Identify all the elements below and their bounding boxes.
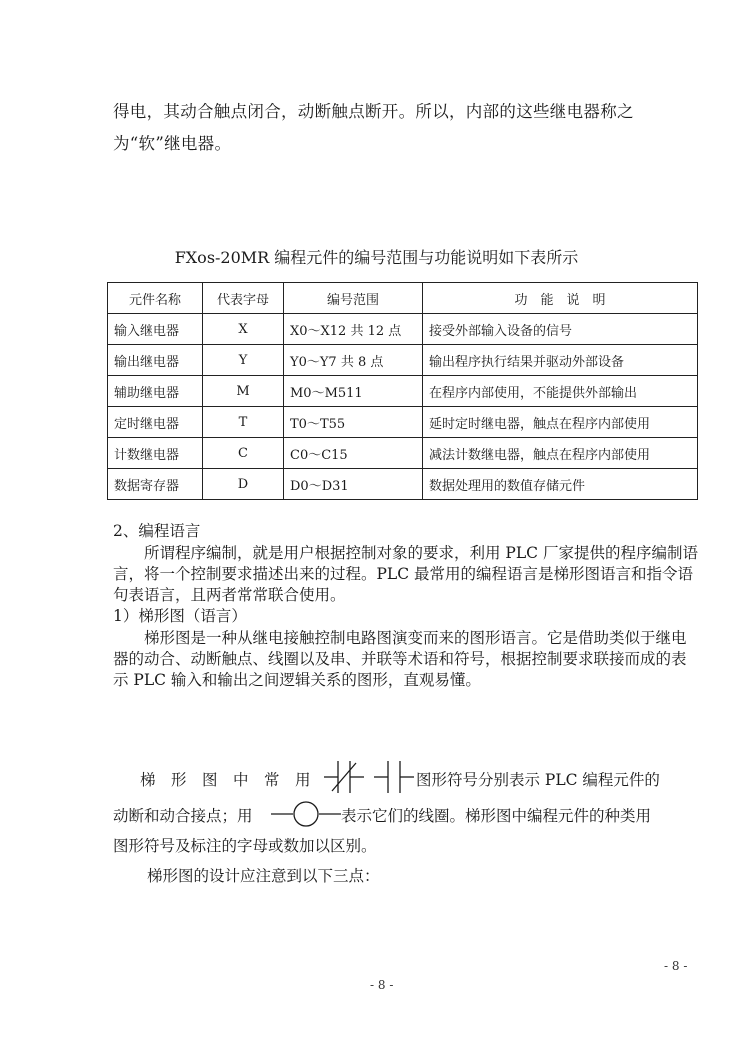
cell-function: 输出程序执行结果并驱动外部设备 [423, 345, 698, 376]
header-range: 编号范围 [284, 283, 423, 314]
cell-symbol: M [203, 376, 284, 407]
sub-heading: 1）梯形图（语言） [113, 607, 247, 625]
table-caption: FXos-20MR 编程元件的编号范围与功能说明如下表所示 [174, 248, 579, 267]
symbol-line2-start: 动断和动合接点；用 [113, 807, 253, 825]
header-name: 元件名称 [108, 283, 203, 314]
cell-function: 在程序内部使用，不能提供外部输出 [423, 376, 698, 407]
cell-function: 数据处理用的数值存储元件 [423, 469, 698, 500]
element-spec-table [107, 282, 698, 500]
table-row [108, 407, 698, 438]
cell-name: 数据寄存器 [108, 469, 203, 500]
cell-name: 输出继电器 [108, 345, 203, 376]
cell-range: D0～D31 [284, 469, 423, 500]
header-function: 功 能 说 明 [423, 283, 698, 314]
cell-symbol: X [203, 314, 284, 345]
design-note: 梯形图的设计应注意到以下三点： [147, 867, 380, 885]
cell-name: 输入继电器 [108, 314, 203, 345]
table-row [108, 345, 698, 376]
cell-range: M0～M511 [284, 376, 423, 407]
symbol-line2-end: 表示它们的线圈。梯形图中编程元件的种类用 [341, 807, 652, 825]
nc-contact-icon [324, 761, 364, 793]
section-heading: 2、编程语言 [113, 522, 201, 540]
cell-name: 辅助继电器 [108, 376, 203, 407]
coil-icon [271, 801, 341, 827]
table-row [108, 438, 698, 469]
table-row [108, 469, 698, 500]
cell-function: 减法计数继电器，触点在程序内部使用 [423, 438, 698, 469]
cell-range: C0～C15 [284, 438, 423, 469]
table-row [108, 376, 698, 407]
cell-name: 定时继电器 [108, 407, 203, 438]
cell-symbol: C [203, 438, 284, 469]
cell-function: 延时定时继电器，触点在程序内部使用 [423, 407, 698, 438]
cell-name: 计数继电器 [108, 438, 203, 469]
cell-symbol: D [203, 469, 284, 500]
sub-paragraph: 梯形图是一种从继电接触控制电路图演变而来的图形语言。它是借助类似于继电器的动合、动断触点、线圈以及串、并联等术语和符号，根据控制要求联接而成的表示 PLC 输入和输出之间逻辑关系的图形，直观易懂。 [113, 629, 687, 689]
table-row [108, 314, 698, 345]
page-number-right: - 8 - [664, 959, 688, 973]
cell-range: X0～X12 共 12 点 [284, 314, 423, 345]
intro-paragraph: 得电，其动合触点闭合，动断触点断开。所以，内部的这些继电器称之为“软”继电器。 [113, 102, 634, 153]
symbol-line1-start: 梯 形 图 中 常 用 [140, 771, 311, 789]
no-contact-icon [374, 761, 414, 793]
table-header-row [108, 283, 698, 314]
cell-range: T0～T55 [284, 407, 423, 438]
cell-symbol: T [203, 407, 284, 438]
symbol-line1-end: 图形符号分别表示 PLC 编程元件的 [416, 771, 660, 789]
contact-symbols-icon [324, 757, 416, 797]
section-paragraph: 所谓程序编制，就是用户根据控制对象的要求，利用 PLC 厂家提供的程序编制语言，将一个控制要求描述出来的过程。PLC 最常用的编程语言是梯形图语言和指令语句表语言，且两者常常联合使用。 [113, 544, 698, 604]
cell-range: Y0～Y7 共 8 点 [284, 345, 423, 376]
page-number-center: - 8 - [370, 978, 394, 992]
symbol-line3: 图形符号及标注的字母或数加以区别。 [113, 837, 377, 855]
cell-function: 接受外部输入设备的信号 [423, 314, 698, 345]
cell-symbol: Y [203, 345, 284, 376]
header-symbol: 代表字母 [203, 283, 284, 314]
